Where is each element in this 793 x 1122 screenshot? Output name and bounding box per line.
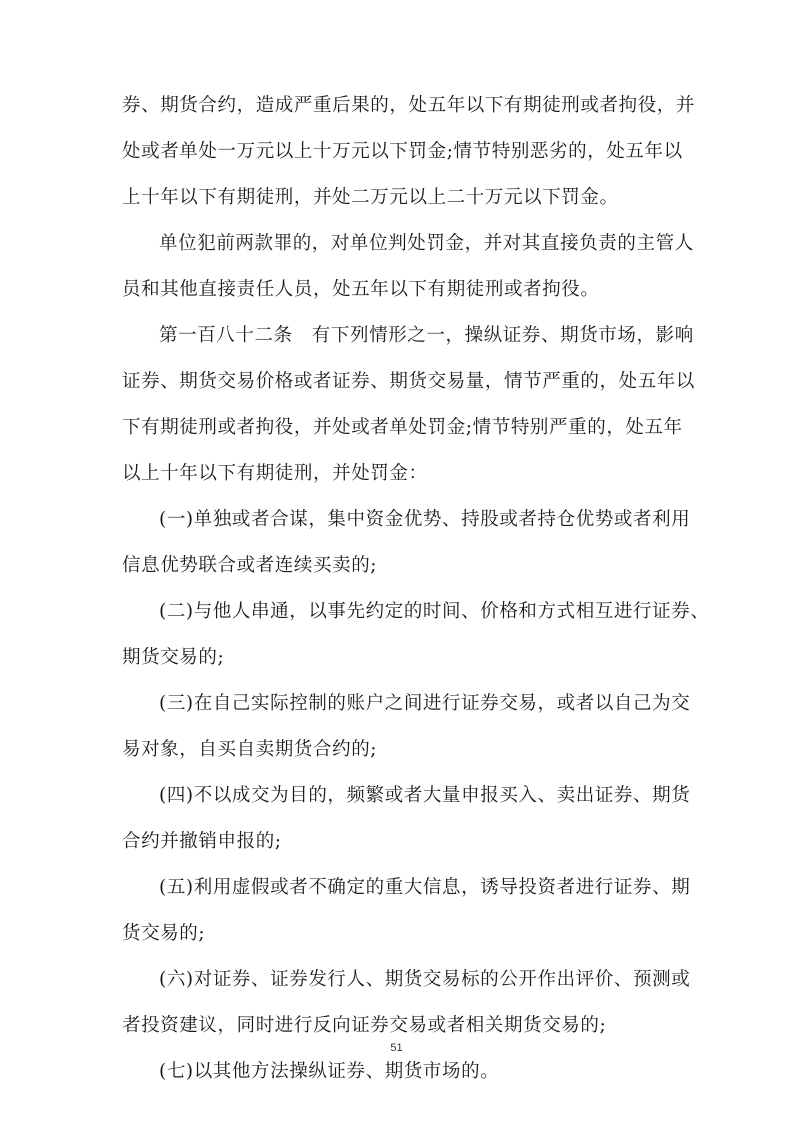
text-line: 以上十年以下有期徒刑，并处罚金： [122, 463, 428, 484]
text-line: 易对象，自买自卖期货合约的; [122, 739, 378, 760]
page-number: 51 [390, 1042, 403, 1054]
text-line: 合约并撤销申报的; [122, 831, 282, 852]
text-line: 券、期货合约，造成严重后果的，处五年以下有期徒刑或者拘役，并 [122, 95, 696, 116]
text-line: 处或者单处一万元以上十万元以下罚金;情节特别恶劣的，处五年以 [122, 141, 683, 162]
list-item-line: (七)以其他方法操纵证券、期货市场的。 [159, 1061, 500, 1082]
list-item-line: (三)在自己实际控制的账户之间进行证券交易，或者以自己为交 [159, 693, 691, 714]
text-line: 员和其他直接责任人员，处五年以下有期徒刑或者拘役。 [122, 279, 600, 300]
text-line: 期货交易的; [122, 647, 225, 668]
list-item-line: (五)利用虚假或者不确定的重大信息，诱导投资者进行证券、期 [159, 877, 691, 898]
list-item-line: (一)单独或者合谋，集中资金优势、持股或者持仓优势或者利用 [159, 509, 691, 530]
text-line: 者投资建议，同时进行反向证券交易或者相关期货交易的; [122, 1015, 607, 1036]
list-item-line: (二)与他人串通，以事先约定的时间、价格和方式相互进行证券、 [159, 601, 710, 622]
text-line: 货交易的; [122, 923, 206, 944]
text-line: 上十年以下有期徒刑，并处二万元以上二十万元以下罚金。 [122, 187, 619, 208]
text-line: 证券、期货交易价格或者证券、期货交易量，情节严重的，处五年以 [122, 371, 696, 392]
text-line: 下有期徒刑或者拘役，并处或者单处罚金;情节特别严重的，处五年 [122, 417, 683, 438]
list-item-line: (六)对证券、证券发行人、期货交易标的公开作出评价、预测或 [159, 969, 691, 990]
paragraph-first-line: 单位犯前两款罪的，对单位判处罚金，并对其直接负责的主管人 [159, 233, 694, 254]
text-line: 信息优势联合或者连续买卖的; [122, 555, 378, 576]
list-item-line: (四)不以成交为目的，频繁或者大量申报买入、卖出证券、期货 [159, 785, 691, 806]
article-heading-line: 第一百八十二条 有下列情形之一，操纵证券、期货市场，影响 [159, 325, 694, 346]
